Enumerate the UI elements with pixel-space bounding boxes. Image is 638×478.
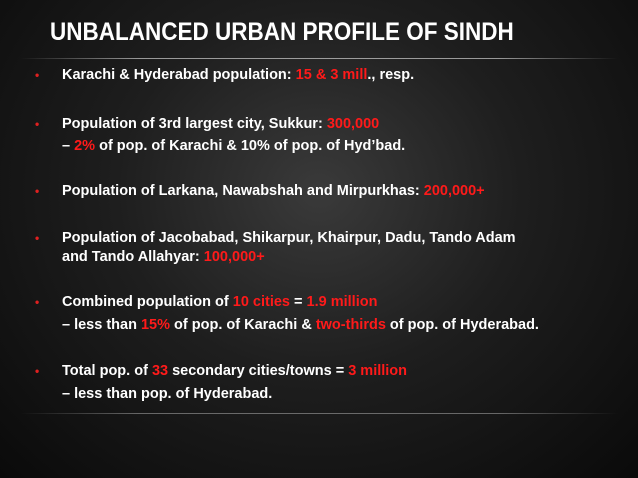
- sub-item-6: [62, 385, 272, 404]
- bullet-text: [62, 362, 407, 381]
- bullet-dot-icon: •: [35, 117, 40, 131]
- text-run: Combined population of: [62, 294, 233, 310]
- bullet-dot-icon: •: [35, 231, 40, 245]
- highlight-run: 15 & 3 mill: [295, 67, 368, 83]
- highlight-run: 200,000+: [423, 183, 485, 199]
- sub-item-2: [62, 137, 405, 156]
- bullet-text: [62, 293, 377, 312]
- sub-item-5: [62, 316, 539, 335]
- text-run: secondary cities/towns =: [168, 363, 349, 379]
- text-run: of pop. of Karachi & 10% of pop. of Hyd’bad.: [95, 138, 406, 154]
- bottom-divider: [20, 413, 618, 414]
- bullet-continuation-4: [62, 248, 265, 267]
- text-run: – less than pop. of Hyderabad.: [62, 386, 273, 402]
- text-run: and Tando Allahyar:: [62, 249, 204, 265]
- bullet-text: [62, 115, 379, 134]
- text-run: Population of 3rd largest city, Sukkur:: [62, 116, 327, 132]
- highlight-run: 2%: [74, 138, 96, 154]
- bullet-text: [62, 66, 414, 85]
- bullet-dot-icon: •: [35, 184, 40, 198]
- bullet-dot-icon: •: [35, 68, 40, 82]
- text-run: Population of Larkana, Nawabshah and Mirpurkhas:: [62, 183, 424, 199]
- bullet-dot-icon: •: [35, 364, 40, 378]
- bullet-dot-icon: •: [35, 295, 40, 309]
- text-run: Karachi & Hyderabad population:: [62, 67, 296, 83]
- highlight-run: 1.9 million: [306, 294, 378, 310]
- bullet-text: [62, 229, 516, 248]
- text-run: – less than: [62, 317, 141, 333]
- highlight-run: 33: [151, 363, 169, 379]
- highlight-run: two-thirds: [315, 317, 386, 333]
- highlight-run: 100,000+: [203, 249, 265, 265]
- highlight-run: 15%: [140, 317, 171, 333]
- text-run: Total pop. of: [62, 363, 152, 379]
- text-run: of pop. of Hyderabad.: [385, 317, 539, 333]
- slide-title: UNBALANCED URBAN PROFILE OF SINDH: [50, 18, 514, 46]
- bullet-text: [62, 182, 485, 201]
- text-run: of pop. of Karachi &: [170, 317, 316, 333]
- title-divider: [20, 58, 618, 59]
- text-run: –: [62, 138, 75, 154]
- highlight-run: 300,000: [326, 116, 380, 132]
- text-run: =: [290, 294, 307, 310]
- highlight-run: 3 million: [348, 363, 408, 379]
- highlight-run: 10 cities: [232, 294, 291, 310]
- text-run: ., resp.: [367, 67, 415, 83]
- text-run: Population of Jacobabad, Shikarpur, Khairpur, Dadu, Tando Adam: [62, 230, 516, 246]
